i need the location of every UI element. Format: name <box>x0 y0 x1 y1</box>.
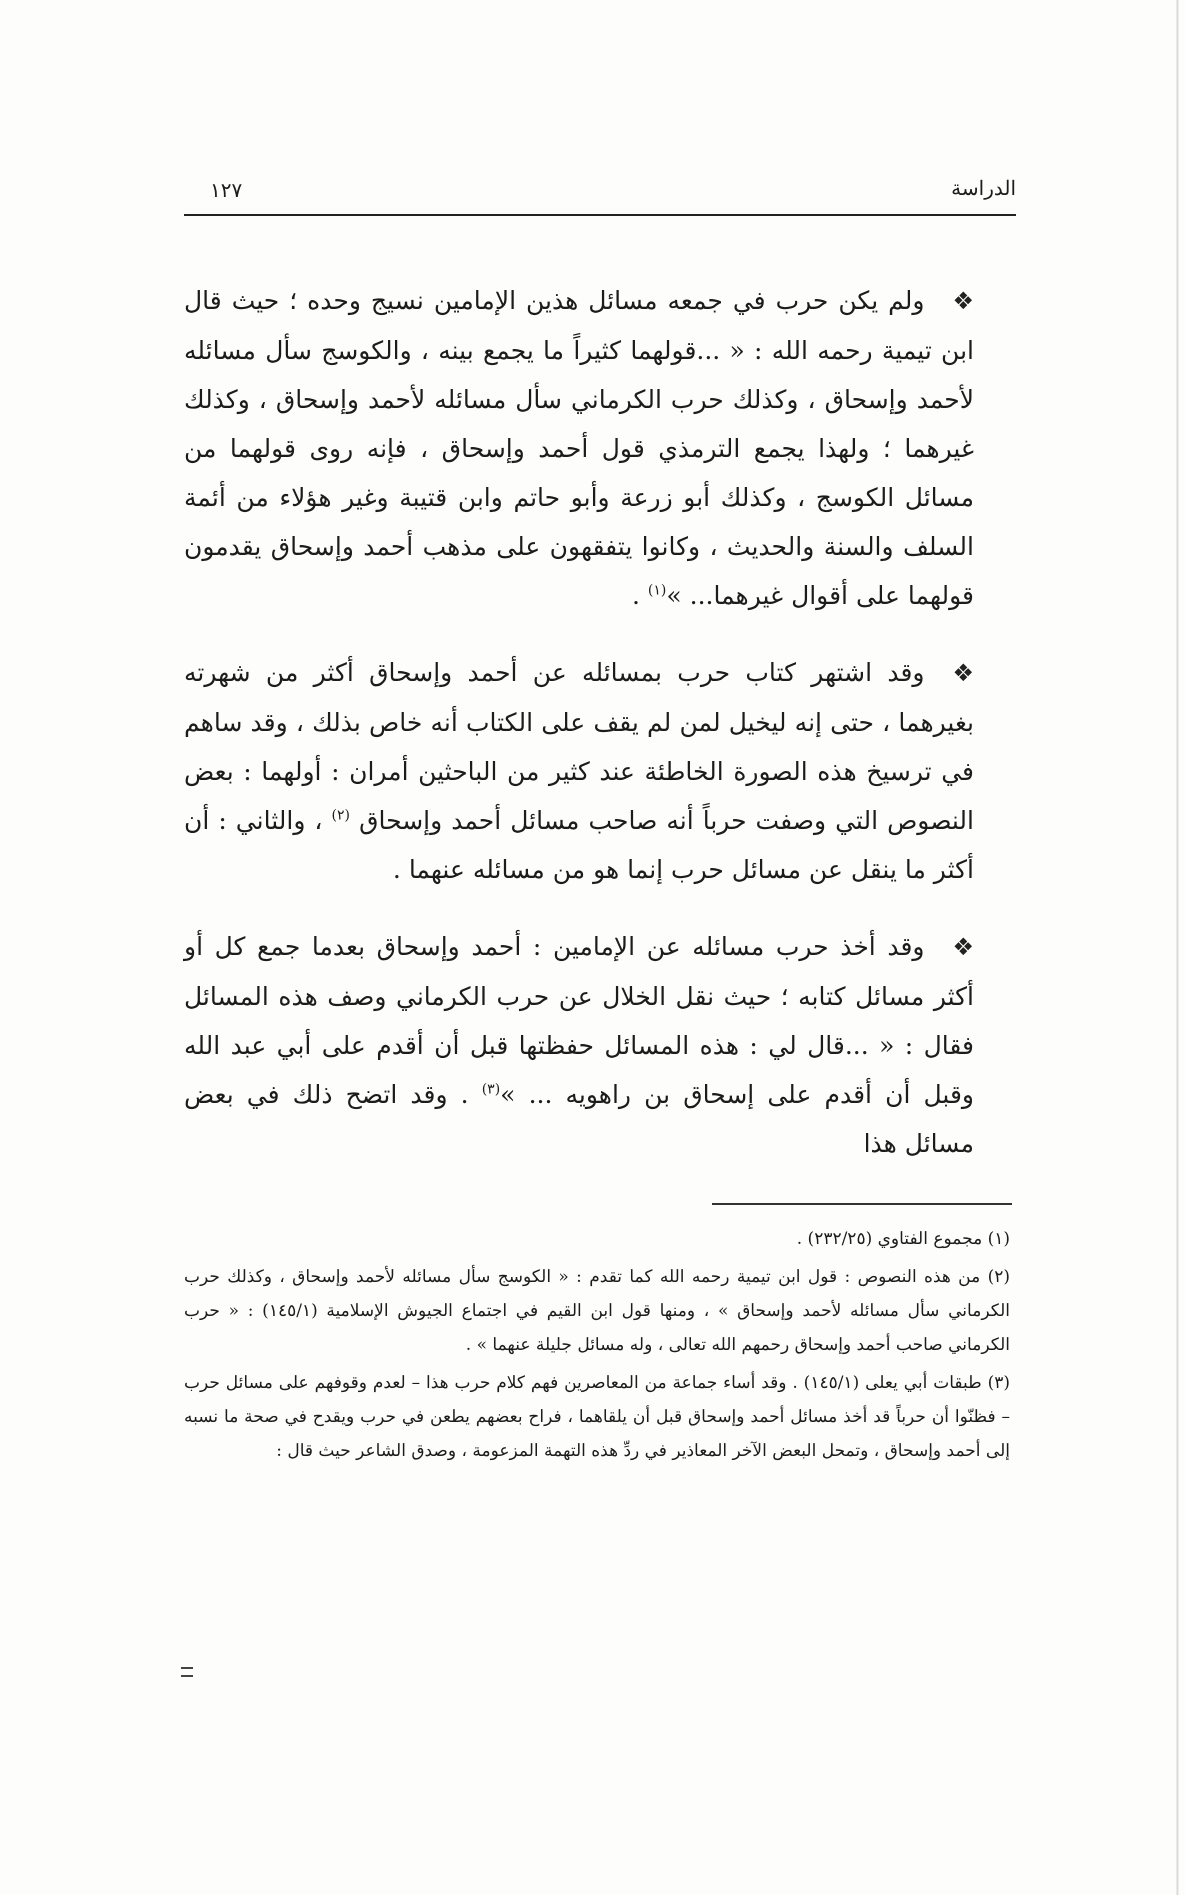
bullet-icon: ❖ <box>952 933 974 961</box>
section-title: الدراسة <box>951 176 1016 200</box>
paragraph-3 <box>184 922 974 1168</box>
main-text <box>184 276 974 1196</box>
footnote-ref: (٣) <box>481 1081 501 1098</box>
paragraph-tail: . وقد اتضح ذلك في بعض مسائل هذا <box>184 1080 974 1158</box>
paragraph-text: وقد أخذ حرب مسائله عن الإمامين : أحمد وإسحاق بعدما جمع كل أو أكثر مسائل كتابه ؛ حيث نقل الخلال عن حرب الكرماني وصف هذه المسائل فقال : « ...قال لي : هذه المسائل حفظتها قبل أن أقدم على أبي عبد الله وقبل أن أقدم على إسحاق بن راهويه ... » <box>184 932 974 1109</box>
page-edge-shadow <box>1176 0 1179 1895</box>
paragraph-text: ولم يكن حرب في جمعه مسائل هذين الإمامين نسيج وحده ؛ حيث قال ابن تيمية رحمه الله : « ...قولهما كثيراً ما يجمع بينه ، والكوسج سأل مسائله لأحمد وإسحاق ، وكذلك حرب الكرماني سأل مسائله لأحمد وإسحاق ، وكذلك غيرهما ؛ ولهذا يجمع الترمذي قول أحمد وإسحاق ، فإنه روى قولهما من مسائل الكوسج ، وكذلك أبو زرعة وأبو حاتم وابن قتيبة وغير هؤلاء من أئمة السلف والسنة والحديث ، وكانوا يتفقهون على مذهب أحمد وإسحاق يقدمون قولهما على أقوال غيرهما... » <box>184 286 974 610</box>
paragraph-2 <box>184 648 974 894</box>
footnote-2: (٢) من هذه النصوص : قول ابن تيمية رحمه الله كما تقدم : « الكوسج سأل مسائله لأحمد وإسحاق ، وكذلك حرب الكرماني سأل مسائله لأحمد وإسحاق » ، ومنها قول ابن القيم في اجتماع الجيوش الإسلامية (١٤٥/١) : « حرب الكرماني صاحب أحمد وإسحاق رحمهم الله تعالى ، وله مسائل جليلة عنهما » . <box>184 1267 1010 1355</box>
footnote-separator <box>712 1203 1012 1205</box>
continuation-mark <box>181 1667 193 1677</box>
footnotes <box>184 1222 1010 1472</box>
footnote-1: (١) مجموع الفتاوي (٢٣٢/٢٥) . <box>796 1229 1010 1249</box>
header-rule <box>184 214 1016 216</box>
page-number: ١٢٧ <box>210 178 243 202</box>
footnote-3: (٣) طبقات أبي يعلى (١٤٥/١) . وقد أساء جماعة من المعاصرين فهم كلام حرب هذا – لعدم وقوفهم على مسائل حرب – فظنّوا أن حرباً قد أخذ مسائل أحمد وإسحاق قبل أن يلقاهما ، فراح بعضهم يطعن في حرب ويقدح في صحة ما نسبه إلى أحمد وإسحاق ، وتمحل البعض الآخر المعاذير في ردِّ هذه التهمة المزعومة ، وصدق الشاعر حيث قال : <box>184 1373 1010 1461</box>
running-header <box>184 176 1016 216</box>
paragraph-tail: . <box>632 581 648 610</box>
bullet-icon: ❖ <box>952 287 974 315</box>
footnote-ref: (١) <box>647 582 667 599</box>
paragraph-text: وقد اشتهر كتاب حرب بمسائله عن أحمد وإسحاق أكثر من شهرته بغيرهما ، حتى إنه ليخيل لمن لم يقف على الكتاب أنه خاص بذلك ، وقد ساهم في ترسيخ هذه الصورة الخاطئة عند كثير من الباحثين أمران : أولهما : بعض النصوص التي وصفت حرباً أنه صاحب مسائل أحمد وإسحاق <box>184 658 974 835</box>
footnote-ref: (٢) <box>331 807 351 824</box>
paragraph-tail: ، والثاني : أن أكثر ما ينقل عن مسائل حرب إنما هو من مسائله عنهما . <box>184 806 974 884</box>
bullet-icon: ❖ <box>952 659 974 687</box>
paragraph-1 <box>184 276 974 620</box>
